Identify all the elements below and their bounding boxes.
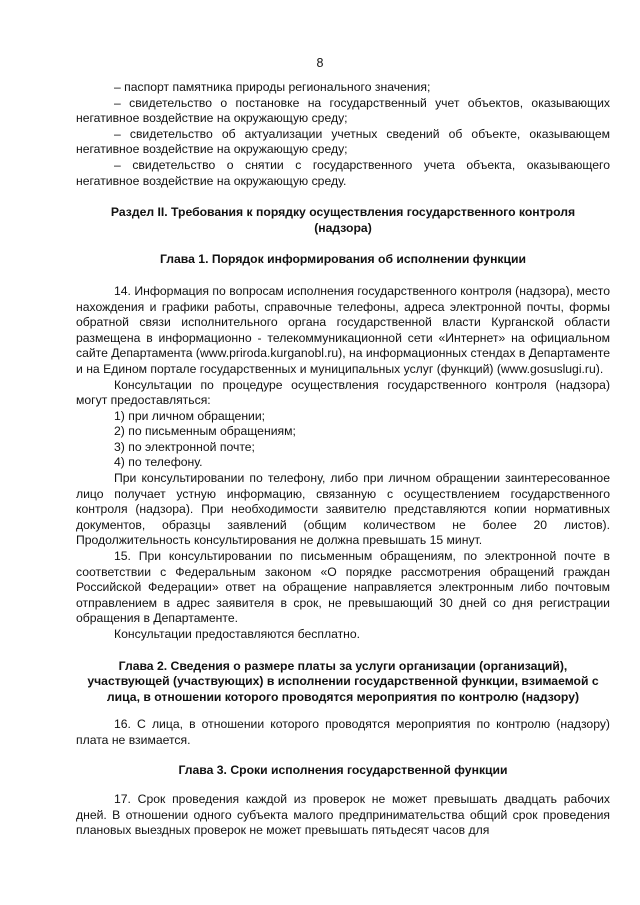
list-item: – паспорт памятника природы регионального значения; [114,80,431,94]
paragraph: 15. При консультировании по письменным обращениям, по электронной почте в соответствии с Федеральным законом «О порядке рассмотрения обращений граждан Российской Федерации» ответ на обращение направляется электронным либо почтовым отправлением в адрес заявителя в срок, не превышающий 30 дней со дня регистрации обращения в Департаменте. [76,549,610,626]
list-item: 4) по телефону. [114,455,203,470]
chapter-heading: Глава 1. Порядок информирования об исполнении функции [159,252,527,267]
list-item: 3) по электронной почте; [114,439,255,454]
paragraph: Консультации предоставляются бесплатно. [114,627,361,641]
paragraph: Консультации по процедуре осуществления государственного контроля (надзора) могут предоставляться: [76,377,610,408]
paragraph: 14. Информация по вопросам исполнения государственного контроля (надзора), место нахождения и графики работы, справочные телефоны, адреса электронной почты, формы обратной связи исполнительного органа государственной власти Курганской области размещена в информационно - телекоммуникационной сети «Интернет» на официальном сайте Департамента (www.priroda.kurganobl.ru), на информационных стендах в Департаменте и на Едином портале государственных и муниципальных услуг (функций) (www.gosuslugi.ru). [76,283,610,376]
document-body [76,80,610,839]
section-heading: Раздел II. Требования к порядку осуществления государственного контроля (надзора) [110,205,576,235]
page-number: 8 [316,56,324,70]
paragraph: 16. С лица, в отношении которого проводятся мероприятия по контролю (надзору) плата не взимается. [76,717,610,747]
list-item: – свидетельство о постановке на государственный учет объектов, оказывающих негативное воздействие на окружающую среду; [76,95,610,126]
list-item: 2) по письменным обращениям; [114,424,296,439]
chapter-heading: Глава 2. Сведения о размере платы за услуги организации (организаций), участвующей (участвующих) в исполнении государственной функции, взимаемой с лица, в отношении которого проводятся мероприятия по контролю (надзору) [87,658,599,704]
list-item: – свидетельство о снятии с государственного учета объекта, оказывающего негативное воздействие на окружающую среду. [76,157,610,188]
paragraph: При консультировании по телефону, либо при личном обращении заинтересованное лицо получает устную информацию, связанную с осуществлением государственного контроля (надзора). При необходимости заявителю представляются копии нормативных документов, образцы заявлений (общим количеством не более 20 листов). Продолжительность консультирования не должна превышать 15 минут. [76,471,610,548]
list-item: 1) при личном обращении; [114,408,266,423]
paragraph: 17. Срок проведения каждой из проверок не может превышать двадцать рабочих дней. В отношении одного субъекта малого предпринимательства общий срок проведения плановых выездных проверок не может превышать пятьдесят часов для [76,792,610,838]
chapter-heading: Глава 3. Сроки исполнения государственной функции [178,762,508,777]
list-item: – свидетельство об актуализации учетных сведений об объекте, оказывающем негативное воздействие на окружающую среду; [76,126,610,157]
